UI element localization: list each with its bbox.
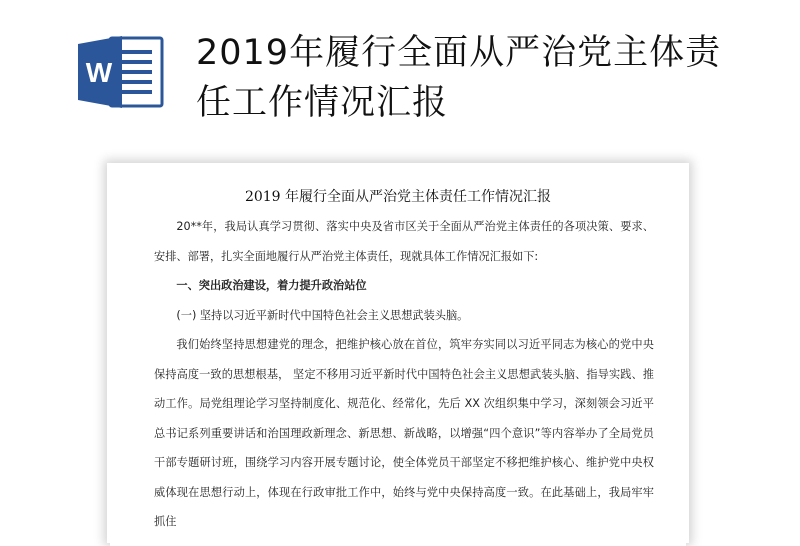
document-paragraph: 我们始终坚持思想建党的理念，把维护核心放在首位，筑牢夯实同以习近平同志为核心的党中央保持高度一致的思想根基， 坚定不移用习近平新时代中国特色社会主义思想武装头脑、指导实践、推动工作。局党组理论学习坚持制度化、规范化、经常化，先后 XX 次组织集中学习，深刻领会习近平总书记系列重要讲话和治国理政新理念、新思想、新战略，以增强“四个意识”等内容举办了全局党员干部专题研讨班，围绕学习内容开展专题讨论，使全体党员干部坚定不移把维护核心、维护党中央权威体现在思想行动上，体现在行政审批工作中，始终与党中央保持高度一致。在此基础上，我局牢牢抓住 [154, 338, 654, 528]
page-title: 2019年履行全面从严治党主体责任工作情况汇报 [196, 33, 722, 123]
document-page [110, 166, 686, 546]
document-title: 2019 年履行全面从严治党主体责任工作情况汇报 [244, 189, 552, 205]
document-body [154, 212, 654, 537]
header [0, 0, 800, 150]
document-paragraph: 20**年，我局认真学习贯彻、落实中央及省市区关于全面从严治党主体责任的各项决策、要求、安排、部署，扎实全面地履行从严治党主体责任，现就具体工作情况汇报如下: [154, 220, 654, 263]
word-icon-letter: W [85, 57, 113, 88]
word-document-icon [76, 34, 164, 110]
document-paragraph: (一) 坚持以习近平新时代中国特色社会主义思想武装头脑。 [176, 308, 469, 322]
section-heading: 一、突出政治建设，着力提升政治站位 [176, 279, 367, 292]
